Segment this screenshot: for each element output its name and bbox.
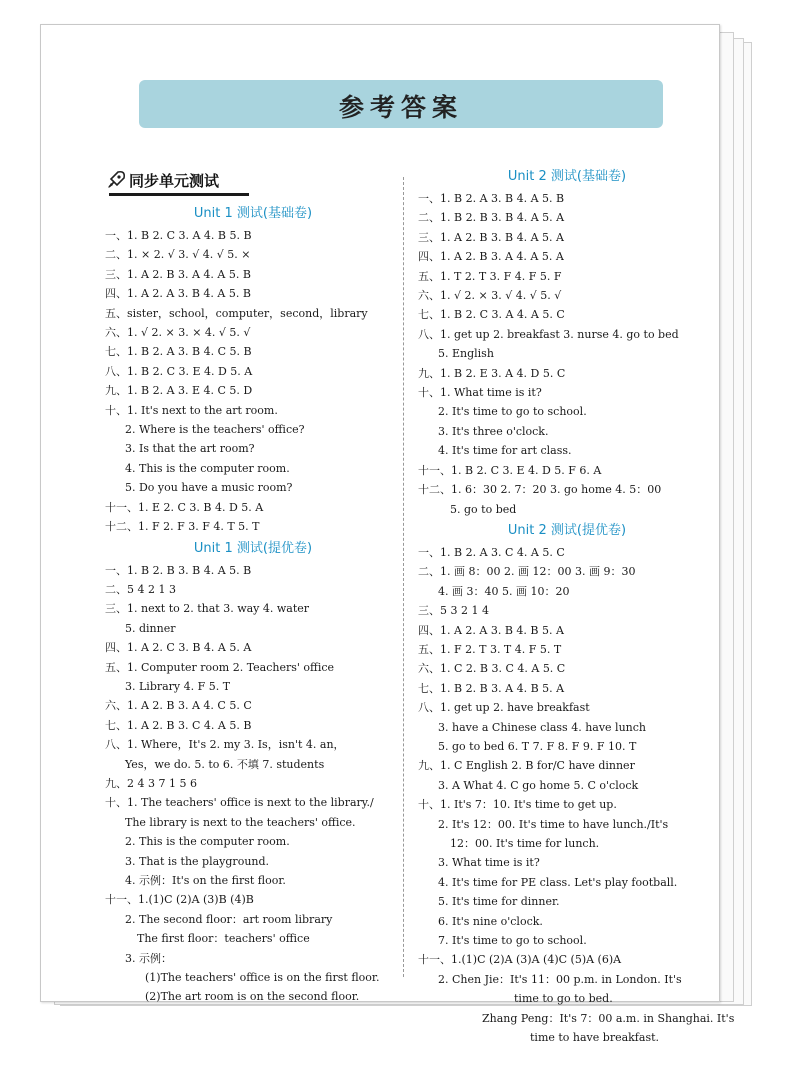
answer-line: 十一、1. E 2. C 3. B 4. D 5. A	[105, 500, 264, 514]
unit2-basic-answers	[418, 189, 716, 519]
unit1-basic-answers	[105, 226, 401, 537]
section-title: 同步单元测试	[129, 171, 220, 190]
answer-line: time to go to bed.	[514, 992, 613, 1006]
answer-line: 3. Is that the art room?	[125, 442, 255, 456]
answer-line: 3. What time is it?	[438, 856, 540, 870]
answer-line: 十、1. What time is it?	[418, 386, 542, 400]
answer-line: 四、1. A 2. A 3. B 4. A 5. B	[105, 287, 251, 301]
answer-line: 5. go to bed	[450, 502, 517, 516]
answer-key-banner	[139, 80, 663, 128]
answer-line: 七、1. B 2. A 3. B 4. C 5. B	[105, 345, 252, 359]
left-column	[105, 165, 401, 1007]
answer-line: 4. It's time for art class.	[438, 444, 572, 458]
right-column	[418, 165, 735, 1047]
answer-line: The library is next to the teachers' office.	[125, 815, 356, 829]
answer-line: 三、5 3 2 1 4	[418, 604, 489, 618]
answer-line: 四、1. A 2. A 3. B 4. B 5. A	[418, 623, 564, 637]
answer-line: 3. It's three o'clock.	[438, 424, 549, 438]
answer-line: time to have breakfast.	[530, 1031, 660, 1045]
answer-line: 一、1. B 2. C 3. A 4. B 5. B	[105, 229, 252, 242]
answer-line: 八、1. get up 2. have breakfast	[418, 701, 590, 715]
answer-line: 五、1. Computer room 2. Teachers' office	[105, 660, 335, 674]
answer-line: 2. It's 12：00. It's time to have lunch./It's	[438, 817, 669, 831]
unit2-basic-title: Unit 2 测试(基础卷)	[507, 169, 627, 184]
answer-line: 3. Library 4. F 5. T	[125, 679, 231, 693]
answer-line: 五、sister，school，computer，second，library	[105, 306, 368, 320]
answer-line: 7. It's time to go to school.	[438, 934, 587, 948]
answer-line: 三、1. A 2. B 3. B 4. A 5. A	[418, 230, 564, 244]
answer-line: 十、1. The teachers' office is next to the library./	[105, 796, 374, 810]
answer-line: 6. It's nine o'clock.	[438, 914, 543, 928]
answer-line: The first floor：teachers' office	[137, 932, 310, 946]
answer-line: 十一、1.(1)C (2)A (3)B (4)B	[105, 893, 254, 907]
answer-line: 十、1. It's next to the art room.	[105, 403, 278, 417]
unit1-basic-title: Unit 1 测试(基础卷)	[193, 206, 313, 221]
answer-line: 一、1. B 2. A 3. B 4. A 5. B	[418, 192, 565, 205]
answer-line: 2. The second floor：art room library	[125, 912, 333, 926]
answer-line: 八、1. Where，It's 2. my 3. Is，isn't 4. an，	[105, 738, 345, 752]
answer-line: 二、1. 画 8：00 2. 画 12：00 3. 画 9：30	[418, 565, 636, 579]
answer-line: 5. go to bed 6. T 7. F 8. F 9. F 10. T	[438, 739, 637, 753]
answer-line: 三、1. next to 2. that 3. way 4. water	[105, 602, 310, 616]
answer-line: 5. Do you have a music room?	[125, 481, 293, 495]
answer-line: 九、1. C English 2. B for/C have dinner	[418, 759, 635, 773]
answer-line: 六、1. C 2. B 3. C 4. A 5. C	[418, 662, 566, 676]
answer-line: 一、1. B 2. B 3. B 4. A 5. B	[105, 563, 252, 577]
answer-line: 五、1. T 2. T 3. F 4. F 5. F	[418, 269, 562, 283]
answer-line: Zhang Peng：It's 7：00 a.m. in Shanghai. It's	[482, 1011, 735, 1025]
answer-line: 四、1. A 2. B 3. A 4. A 5. A	[418, 250, 564, 264]
answer-line: 二、5 4 2 1 3	[105, 582, 176, 596]
answer-line: 12：00. It's time for lunch.	[450, 837, 600, 850]
answer-line: 八、1. B 2. C 3. E 4. D 5. A	[105, 364, 253, 378]
answer-line: 九、1. B 2. E 3. A 4. D 5. C	[418, 366, 566, 380]
answer-line: 3. have a Chinese class 4. have lunch	[438, 720, 646, 734]
answer-line: 5. It's time for dinner.	[438, 895, 560, 909]
answer-line: 3. That is the playground.	[125, 854, 270, 868]
section-header	[105, 165, 401, 195]
answer-line: (1)The teachers' office is on the first floor.	[145, 971, 380, 985]
answer-line: 二、1. × 2. √ 3. √ 4. √ 5. ×	[105, 248, 251, 262]
unit1-advanced-answers	[105, 561, 401, 1007]
unit1-advanced-title: Unit 1 测试(提优卷)	[193, 540, 313, 556]
answer-line: 2. Where is the teachers' office?	[125, 423, 305, 437]
answer-line: 3. 示例：	[125, 951, 172, 965]
answer-line: 八、1. get up 2. breakfast 3. nurse 4. go to bed	[418, 327, 679, 341]
answer-line: 十、1. It's 7：10. It's time to get up.	[418, 798, 617, 812]
answer-line: 4. 画 3：40 5. 画 10：20	[438, 584, 570, 598]
answer-line: 十一、1. B 2. C 3. E 4. D 5. F 6. A	[418, 463, 602, 477]
answer-line: 2. It's time to go to school.	[438, 405, 587, 419]
answer-line: 4. This is the computer room.	[125, 461, 290, 475]
answer-line: Yes，we do. 5. to 6. 不填 7. students	[125, 757, 325, 771]
answer-line: 六、1. A 2. B 3. A 4. C 5. C	[105, 699, 252, 713]
answer-page	[40, 24, 735, 1045]
rocket-icon	[105, 169, 127, 191]
answer-line: 三、1. A 2. B 3. A 4. A 5. B	[105, 267, 251, 281]
answer-line: 七、1. B 2. C 3. A 4. A 5. C	[418, 308, 565, 322]
answer-line: 十一、1.(1)C (2)A (3)A (4)C (5)A (6)A	[418, 953, 622, 967]
answer-line: 七、1. B 2. B 3. A 4. B 5. A	[418, 681, 565, 695]
answer-line: 七、1. A 2. B 3. C 4. A 5. B	[105, 718, 252, 732]
answer-line: 5. dinner	[125, 621, 176, 635]
answer-line: 4. 示例：It's on the first floor.	[125, 874, 286, 887]
column-divider	[403, 177, 404, 977]
answer-line: 5. English	[438, 347, 494, 361]
answer-line: 六、1. √ 2. × 3. × 4. √ 5. √	[105, 326, 251, 340]
answer-line: (2)The art room is on the second floor.	[145, 990, 360, 1004]
answer-line: 九、2 4 3 7 1 5 6	[105, 776, 197, 790]
answer-line: 十二、1. 6：30 2. 7：20 3. go home 4. 5：00	[418, 483, 662, 497]
answer-line: 五、1. F 2. T 3. T 4. F 5. T	[418, 642, 562, 656]
answer-line: 4. It's time for PE class. Let's play football.	[438, 875, 678, 889]
unit2-advanced-answers	[418, 543, 735, 1048]
answer-line: 九、1. B 2. A 3. E 4. C 5. D	[105, 384, 253, 398]
answer-line: 四、1. A 2. C 3. B 4. A 5. A	[105, 641, 252, 655]
unit2-advanced-title: Unit 2 测试(提优卷)	[507, 522, 627, 538]
answer-line: 2. This is the computer room.	[125, 835, 290, 849]
answer-line: 一、1. B 2. A 3. C 4. A 5. C	[418, 545, 565, 559]
answer-line: 二、1. B 2. B 3. B 4. A 5. A	[418, 211, 565, 225]
answer-line: 3. A What 4. C go home 5. C o'clock	[438, 778, 639, 792]
section-underline	[109, 193, 249, 196]
answer-line: 六、1. √ 2. × 3. √ 4. √ 5. √	[418, 289, 562, 303]
page-title: 参考答案	[338, 93, 463, 122]
answer-line: 2. Chen Jie：It's 11：00 p.m. in London. It's	[438, 972, 682, 986]
answer-line: 十二、1. F 2. F 3. F 4. T 5. T	[105, 520, 260, 534]
